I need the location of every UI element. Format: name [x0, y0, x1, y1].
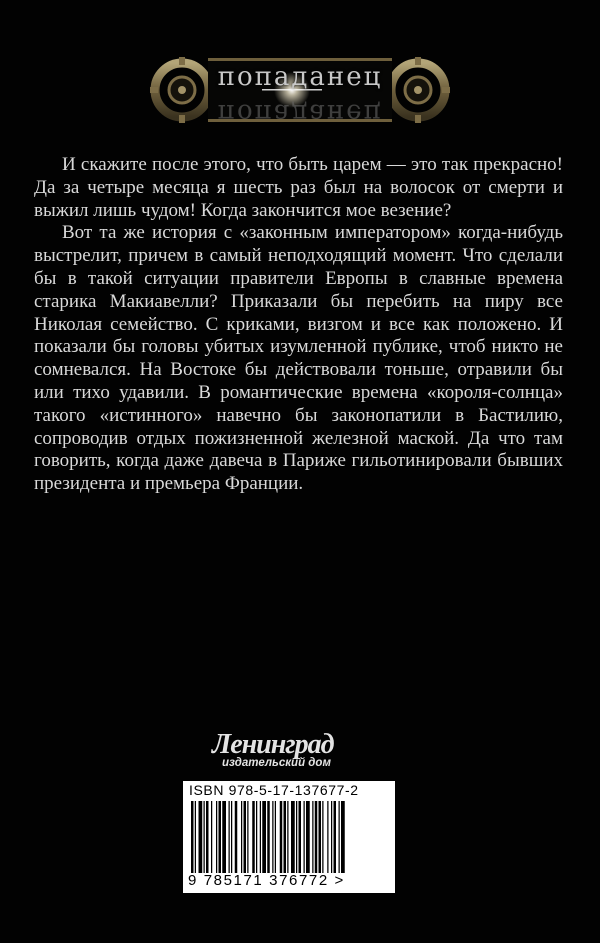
series-emblem: [150, 40, 450, 140]
publisher-name: Ленинград: [212, 729, 334, 760]
barcode-bars-icon: [191, 801, 387, 873]
blurb-paragraph-1: И скажите после этого, что быть царем — это так прекрасно! Да за четыре месяца я шесть раз был на волосок от смерти и выжил лишь чудом! Когда закончится мое везение?: [34, 154, 563, 221]
series-title-reflection: попаданец: [217, 98, 383, 128]
publisher-subtitle: издательский дом: [222, 757, 331, 769]
isbn-label: ISBN 978-5-17-137677-2: [189, 782, 359, 798]
barcode-digits: 9 785171 376772 >: [188, 872, 345, 889]
blurb-text: [34, 154, 563, 496]
series-title: попаданец: [217, 62, 383, 92]
blurb-paragraph-2: Вот та же история с «законным императором» когда-нибудь выстрелит, причем в самый неподходящий момент. Что сделали бы в такой ситуации правители Европы в славные времена старика Макиавелли? Приказали бы перебить на пиру все Николая семейство. С криками, визгом и все как положено. И показали бы головы убитых изумленной публике, чтоб никто не сомневался. На Востоке бы действовали тоньше, отравили бы или тихо удавили. В романтические времена «короля-солнца» такого «истинного» навечно бы законопатили в Бастилию, сопроводив отдых пожизненной железной маской. Да что там говорить, когда даже давеча в Париже гильотинировали бывших президента и премьера Франции.: [34, 222, 563, 495]
publisher-logo: [212, 729, 362, 777]
barcode: [183, 781, 395, 893]
